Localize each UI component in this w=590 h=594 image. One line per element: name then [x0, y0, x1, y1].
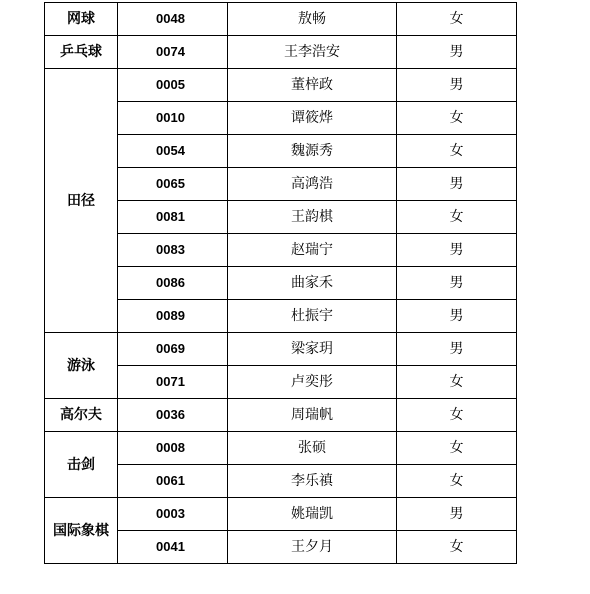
- participant-gender-cell: 男: [397, 333, 517, 366]
- sport-cell: 乒乓球: [45, 36, 118, 69]
- sport-cell: 游泳: [45, 333, 118, 399]
- participant-gender-cell: 男: [397, 234, 517, 267]
- participant-gender-cell: 男: [397, 300, 517, 333]
- participant-id-cell: 0061: [118, 465, 228, 498]
- participant-id-cell: 0086: [118, 267, 228, 300]
- sport-cell: 网球: [45, 3, 118, 36]
- participant-name-cell: 魏源秀: [228, 135, 397, 168]
- participant-name-cell: 梁家玥: [228, 333, 397, 366]
- participant-name-cell: 王韵棋: [228, 201, 397, 234]
- table-row: [45, 36, 517, 69]
- participant-id-cell: 0089: [118, 300, 228, 333]
- table-row: [45, 399, 517, 432]
- participant-name-cell: 姚瑞凯: [228, 498, 397, 531]
- participant-gender-cell: 女: [397, 399, 517, 432]
- table-row: [45, 333, 517, 366]
- table-row: [45, 498, 517, 531]
- participant-id-cell: 0010: [118, 102, 228, 135]
- participant-name-cell: 高鸿浩: [228, 168, 397, 201]
- sport-cell: 国际象棋: [45, 498, 118, 564]
- participant-gender-cell: 男: [397, 267, 517, 300]
- participant-id-cell: 0069: [118, 333, 228, 366]
- participant-id-cell: 0074: [118, 36, 228, 69]
- participant-gender-cell: 女: [397, 366, 517, 399]
- participant-name-cell: 李乐禛: [228, 465, 397, 498]
- participant-gender-cell: 女: [397, 102, 517, 135]
- participant-id-cell: 0071: [118, 366, 228, 399]
- participant-id-cell: 0003: [118, 498, 228, 531]
- participant-gender-cell: 男: [397, 498, 517, 531]
- participant-name-cell: 杜振宇: [228, 300, 397, 333]
- participant-name-cell: 张硕: [228, 432, 397, 465]
- participant-gender-cell: 女: [397, 201, 517, 234]
- sport-cell: 田径: [45, 69, 118, 333]
- participant-name-cell: 卢奕彤: [228, 366, 397, 399]
- participant-id-cell: 0036: [118, 399, 228, 432]
- participant-gender-cell: 女: [397, 135, 517, 168]
- participant-gender-cell: 男: [397, 36, 517, 69]
- sport-cell: 高尔夫: [45, 399, 118, 432]
- participant-id-cell: 0041: [118, 531, 228, 564]
- participant-name-cell: 谭筱烨: [228, 102, 397, 135]
- participant-gender-cell: 女: [397, 3, 517, 36]
- participant-id-cell: 0081: [118, 201, 228, 234]
- participant-name-cell: 王夕月: [228, 531, 397, 564]
- participant-gender-cell: 男: [397, 168, 517, 201]
- participant-gender-cell: 女: [397, 465, 517, 498]
- participant-name-cell: 周瑞帆: [228, 399, 397, 432]
- roster-table: [44, 2, 517, 564]
- participant-name-cell: 敖畅: [228, 3, 397, 36]
- participant-gender-cell: 女: [397, 432, 517, 465]
- participant-gender-cell: 女: [397, 531, 517, 564]
- participant-name-cell: 王李浩安: [228, 36, 397, 69]
- participant-name-cell: 曲家禾: [228, 267, 397, 300]
- participant-name-cell: 董梓政: [228, 69, 397, 102]
- participant-name-cell: 赵瑞宁: [228, 234, 397, 267]
- participant-id-cell: 0054: [118, 135, 228, 168]
- participant-id-cell: 0048: [118, 3, 228, 36]
- table-row: [45, 3, 517, 36]
- table-row: [45, 432, 517, 465]
- participant-id-cell: 0065: [118, 168, 228, 201]
- roster-sheet: [44, 2, 516, 564]
- sport-cell: 击剑: [45, 432, 118, 498]
- table-row: [45, 69, 517, 102]
- participant-gender-cell: 男: [397, 69, 517, 102]
- participant-id-cell: 0005: [118, 69, 228, 102]
- roster-table-body: [45, 3, 517, 564]
- participant-id-cell: 0008: [118, 432, 228, 465]
- participant-id-cell: 0083: [118, 234, 228, 267]
